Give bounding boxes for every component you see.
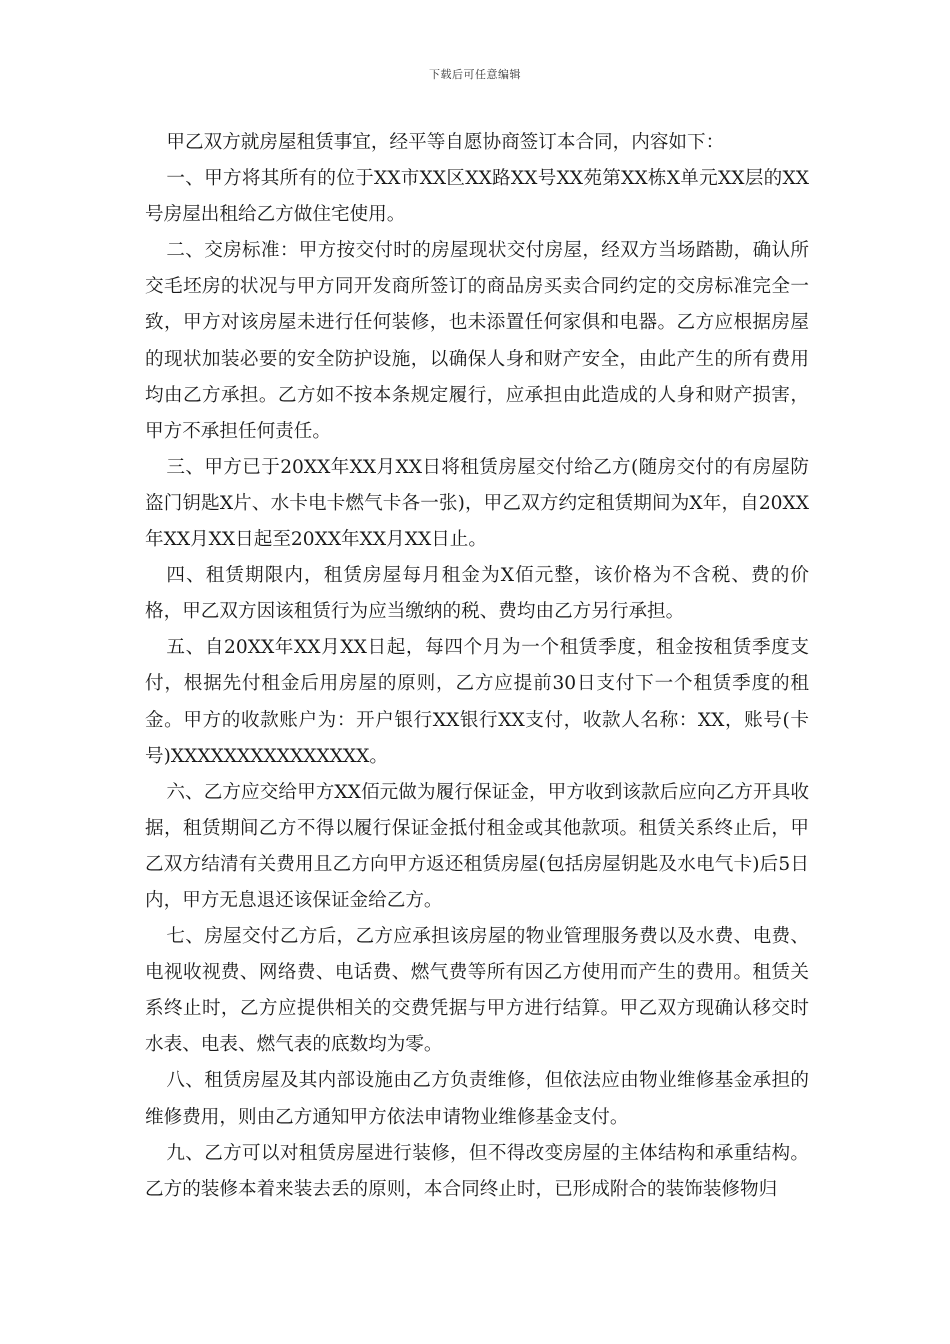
clause-2: 二、交房标准：甲方按交付时的房屋现状交付房屋，经双方当场踏勘，确认所交毛坯房的状况与甲方同开发商所签订的商品房买卖合同约定的交房标准完全一致，甲方对该房屋未进行任何装修，也未添置任何家俱和电器。乙方应根据房屋的现状加装必要的安全防护设施，以确保人身和财产安全，由此产生的所有费用均由乙方承担。乙方如不按本条规定履行，应承担由此造成的人身和财产损害，甲方不承担任何责任。 (145, 240, 809, 442)
clause-9: 九、乙方可以对租赁房屋进行装修，但不得改变房屋的主体结构和承重结构。乙方的装修本着来装去丢的原则，本合同终止时，已形成附合的装饰装修物归 (145, 1142, 809, 1200)
clause-3: 三、甲方已于20XX年XX月XX日将租赁房屋交付给乙方(随房交付的有房屋防盗门钥匙X片、水卡电卡燃气卡各一张)，甲乙双方约定租赁期间为X年，自20XX年XX月XX日起至20XX年XX月XX日止。 (145, 456, 809, 551)
clause-8: 八、租赁房屋及其内部设施由乙方负责维修，但依法应由物业维修基金承担的维修费用，则由乙方通知甲方依法申请物业维修基金支付。 (145, 1070, 809, 1128)
clause-1: 一、甲方将其所有的位于XX市XX区XX路XX号XX苑第XX栋X单元XX层的XX号房屋出租给乙方做住宅使用。 (145, 168, 809, 226)
paragraph-intro: 甲乙双方就房屋租赁事宜，经平等自愿协商签订本合同，内容如下： (166, 132, 725, 153)
clause-5: 五、自20XX年XX月XX日起，每四个月为一个租赁季度，租金按租赁季度支付，根据先付租金后用房屋的原则，乙方应提前30日支付下一个租赁季度的租金。甲方的收款账户为：开户银行XX银行XX支付，收款人名称：XX，账号(卡号)XXXXXXXXXXXXXXX。 (145, 637, 809, 767)
clause-6: 六、乙方应交给甲方XX佰元做为履行保证金，甲方收到该款后应向乙方开具收据，租赁期间乙方不得以履行保证金抵付租金或其他款项。租赁关系终止后，甲乙双方结清有关费用且乙方向甲方返还租赁房屋(包括房屋钥匙及水电气卡)后5日内，甲方无息退还该保证金给乙方。 (145, 781, 809, 911)
clause-7: 七、房屋交付乙方后，乙方应承担该房屋的物业管理服务费以及水费、电费、电视收视费、网络费、电话费、燃气费等所有因乙方使用而产生的费用。租赁关系终止时，乙方应提供相关的交费凭据与甲方进行结算。甲乙双方现确认移交时水表、电表、燃气表的底数均为零。 (145, 926, 809, 1056)
clause-4: 四、租赁期限内，租赁房屋每月租金为X佰元整，该价格为不含税、费的价格，甲乙双方因该租赁行为应当缴纳的税、费均由乙方另行承担。 (145, 565, 809, 623)
page-header-note: 下载后可任意编辑 (429, 68, 521, 81)
contract-body (145, 125, 809, 1208)
